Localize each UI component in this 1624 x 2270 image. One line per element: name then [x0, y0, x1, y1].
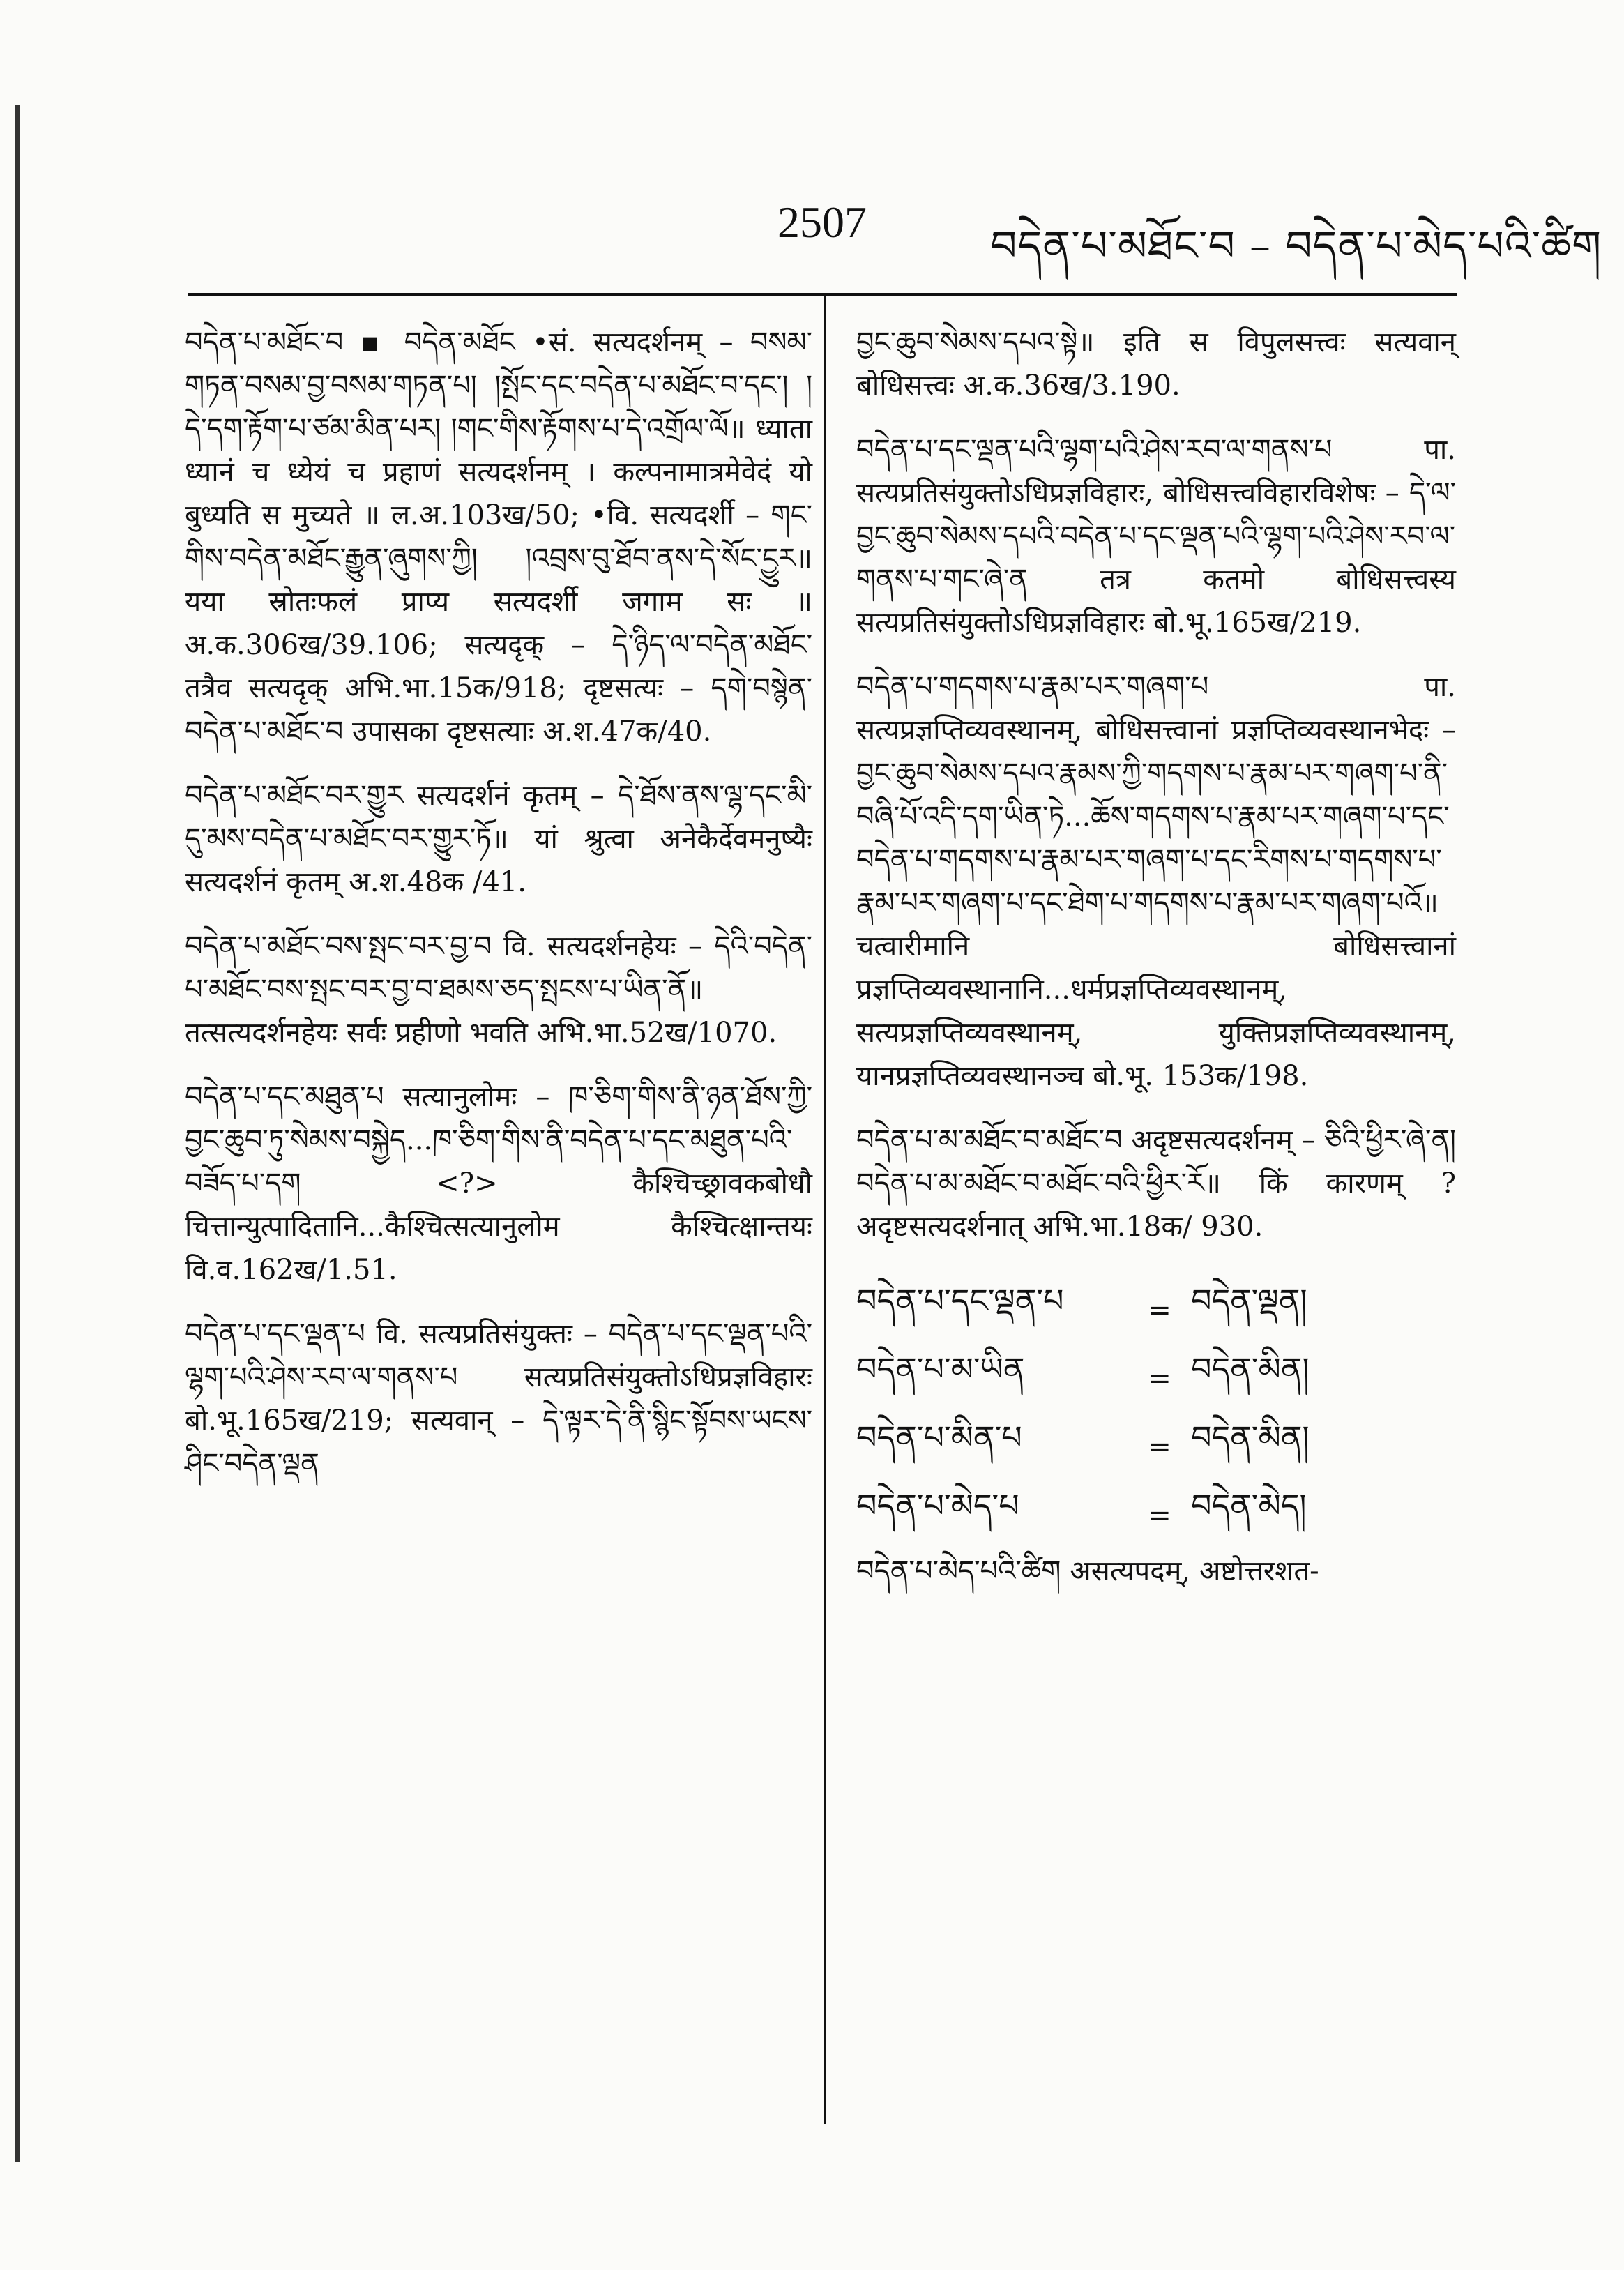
- cross-reference-row: བདེན་པ་མ་ཡིན = བདེན་མིན།: [856, 1349, 1310, 1395]
- right-column: [856, 321, 1456, 1614]
- cross-reference-row: བདེན་པ་མེད་པ = བདེན་མེད།: [856, 1486, 1307, 1531]
- dictionary-entry: བདེན་པ་མཐོང་བ ▪ བདེན་མཐོང •सं. सत्यदर्शनम् – བསམ་གཏན་བསམ་བྱ་བསམ་གཏན་པ། །སྤོང་དང་བདེན་པ་མཐོང་བ་དང་། །དེ་དག་རྟོག་པ་ཙམ་མིན་པར། །གང་གིས་རྟོགས་པ་དེ་འགྲོལ་ལོ॥ ध्याता ध्यानं च ध्येयं च प्रहाणं सत्यदर्शनम् । कल्पनामात्रमेवेदं यो बुध्यति स मुच्यते ॥ ल.अ.103ख/50; •वि. सत्यदर्शी – གང་གིས་བདེན་མཐོང་རྒྱུན་ཞུགས་ཀྱི། །འབྲས་བུ་ཐོབ་ནས་དེ་སོང་ངྱུར॥ यया स्रोतःफलं प्राप्य सत्यदर्शी जगाम सः ॥ अ.क.306ख/39.106; सत्यदृक् – དེ་ཉིད་ལ་བདེན་མཐོང་ तत्रैव सत्यदृक् अभि.भा.15क/918; दृष्टसत्यः – དགེ་བསྙེན་བདེན་པ་མཐོང་བ उपासका दृष्टसत्याः अ.श.47क/40.: [185, 326, 812, 748]
- dictionary-entry-continued: བདེན་པ་མེད་པའི་ཚིག असत्यपदम्, अष्टोत्तरशत-: [856, 1555, 1319, 1587]
- cross-reference-row: བདེན་པ་དང་ལྡན་པ = བདེན་ལྡན།: [856, 1281, 1307, 1326]
- dictionary-entry: བདེན་པ་མཐོང་བས་སྤང་བར་བྱ་བ वि. सत्यदर्शनहेयः – དེའི་བདེན་པ་མཐོང་བས་སྤང་བར་བྱ་བ་ཐམས་ཅད་སྤངས་པ་ཡིན་ནོ॥ तत्सत्यदर्शनहेयः सर्वः प्रहीणो भवति अभि.भा.52ख/1070.: [185, 930, 812, 1049]
- dictionary-entry: བདེན་པ་དང་མཐུན་པ सत्यानुलोमः – ཁ་ཅིག་གིས་ནི་ཉན་ཐོས་ཀྱི་བྱང་ཆུབ་ཏུ་སེམས་བསྐྱེད...ཁ་ཅིག་གིས་ནི་བདེན་པ་དང་མཐུན་པའི་བཟོད་པ་དག <?> कैश्चिच्छ्रावकबोधौ चित्तान्युत्पादितानि...कैश्चित्सत्यानुलोम कैश्चित्क्षान्तयः वि.व.162ख/1.51.: [185, 1081, 812, 1286]
- page-number: 2507: [777, 197, 867, 247]
- dictionary-entry: བདེན་པ་དང་ལྡན་པ वि. सत्यप्रतिसंयुक्तः – བདེན་པ་དང་ལྡན་པའི་ལྷག་པའི་ཤེས་རབ་ལ་གནས་པ सत्यप्रतिसंयुक्तोऽधिप्रज्ञविहारः बो.भू.165ख/219; सत्यवान् – དེ་ལྟར་དེ་ནི་སྙིང་སྟོབས་ཡངས་ཤིང་བདེན་ལྡན: [185, 1318, 812, 1480]
- running-head: བདེན་པ་མཐོང་བ – བདེན་པ་མེད་པའི་ཚིག: [990, 222, 1602, 271]
- dictionary-entry: བདེན་པ་མ་མཐོང་བ་མཐོང་བ अदृष्टसत्यदर्शनम् – ཅིའི་ཕྱིར་ཞེ་ན། བདེན་པ་མ་མཐོང་བ་མཐོང་བའི་ཕྱིར་རོ॥ किं कारणम् ? अदृष्टसत्यदर्शनात् अभि.भा.18क/ 930.: [856, 1124, 1456, 1243]
- left-column: [185, 321, 812, 1506]
- column-divider: [824, 296, 826, 2124]
- dictionary-entry: བྱང་ཆུབ་སེམས་དཔའ་སྟེ॥ इति स विपुलसत्त्वः सत्यवान् बोधिसत्त्वः अ.क.36ख/3.190.: [856, 326, 1456, 402]
- scan-edge: [15, 105, 20, 2162]
- header-rule: [188, 293, 1457, 296]
- dictionary-entry: བདེན་པ་གདགས་པ་རྣམ་པར་གཞག་པ पा. सत्यप्रज्ञप्तिव्यवस्थानम्, बोधिसत्त्वानां प्रज्ञप्तिव्यवस्थानभेदः – བྱང་ཆུབ་སེམས་དཔའ་རྣམས་ཀྱི་གདགས་པ་རྣམ་པར་གཞག་པ་ནི་བཞི་པོ་འདི་དག་ཡིན་ཏེ...ཆོས་གདགས་པ་རྣམ་པར་གཞག་པ་དང་བདེན་པ་གདགས་པ་རྣམ་པར་གཞག་པ་དང་རིགས་པ་གདགས་པ་རྣམ་པར་གཞག་པ་དང་ཐེག་པ་གདགས་པ་རྣམ་པར་གཞག་པའོ॥ चत्वारीमानि बोधिसत्त्वानां प्रज्ञप्तिव्यवस्थानानि...धर्मप्रज्ञप्तिव्यवस्थानम्, सत्यप्रज्ञप्तिव्यवस्थानम्, युक्तिप्रज्ञप्तिव्यवस्थानम्, यानप्रज्ञप्तिव्यवस्थानञ्च बो.भू. 153क/198.: [856, 671, 1456, 1092]
- dictionary-entry: བདེན་པ་མཐོང་བར་གྱུར सत्यदर्शनं कृतम् – དེ་ཐོས་ནས་ལྷ་དང་མི་དུ་མས་བདེན་པ་མཐོང་བར་གྱུར་ཏོ॥ यां श्रुत्वा अनेकैर्देवमनुष्यैः सत्यदर्शनं कृतम् अ.श.48क /41.: [185, 780, 812, 898]
- dictionary-entry: བདེན་པ་དང་ལྡན་པའི་ལྷག་པའི་ཤེས་རབ་ལ་གནས་པ पा. सत्यप्रतिसंयुक्तोऽधिप्रज्ञविहारः, बोधिसत्त्वविहारविशेषः – དེ་ལ་བྱང་ཆུབ་སེམས་དཔའི་བདེན་པ་དང་ལྡན་པའི་ལྷག་པའི་ཤེས་རབ་ལ་གནས་པ་གང་ཞེ་ན तत्र कतमो बोधिसत्त्वस्य सत्यप्रतिसंयुक्तोऽधिप्रज्ञविहारः बो.भू.165ख/219.: [856, 434, 1456, 639]
- cross-reference-row: བདེན་པ་མིན་པ = བདེན་མིན།: [856, 1418, 1310, 1463]
- cross-reference-list: [856, 1276, 1456, 1550]
